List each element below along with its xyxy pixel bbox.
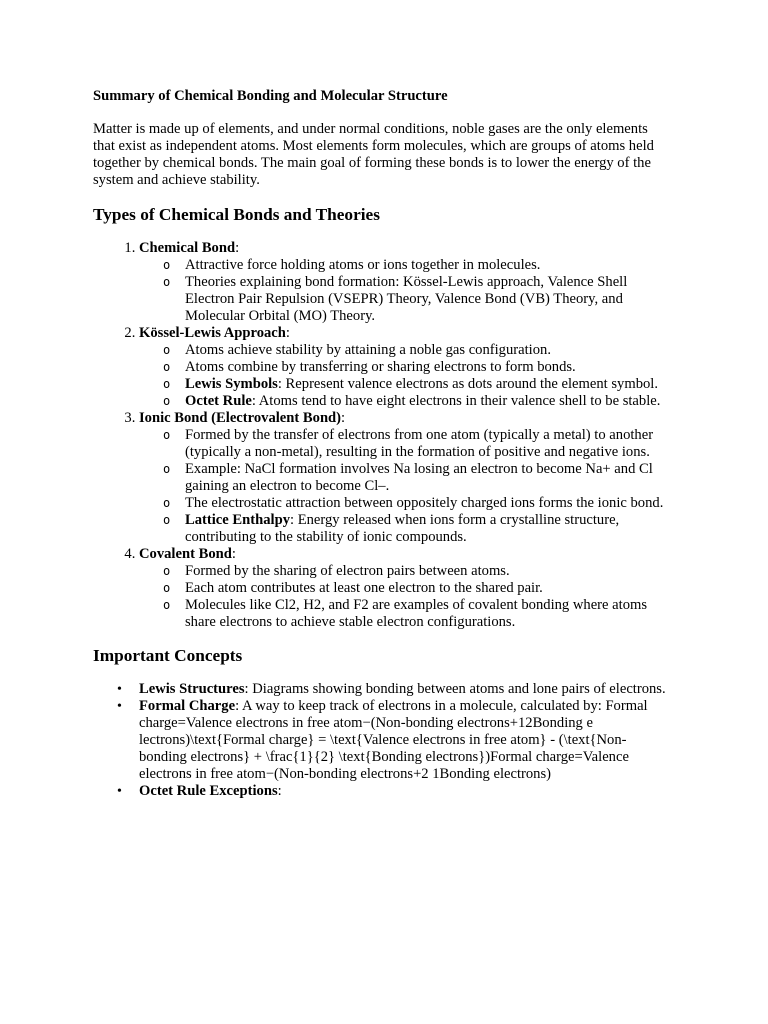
sub-list-item: o Formed by the sharing of electron pairs between atoms. — [163, 563, 510, 579]
sub-list-item: o Lewis Symbols: Represent valence electrons as dots around the element symbol. — [163, 376, 658, 392]
sub-list-item: o Formed by the transfer of electrons from one atom (typically a metal) to another (typically a non-metal), resulting in the formation of positive and negative ions. — [163, 427, 654, 460]
item-title: Ionic Bond (Electrovalent Bond) — [139, 410, 342, 426]
list-item: 2. Kössel-Lewis Approach: o Atoms achieve stability by attaining a noble gas configuration. o Atoms combine by transferring or sharing electrons to form bonds. o Lewis Symbols: Represent valence electrons as dots around the element symbol. o Octet Rule: Atoms tend to have eight electrons in their valence shell to be stable. — [139, 325, 673, 410]
circle-bullet-icon: o — [163, 275, 171, 289]
list-item: 3. Ionic Bond (Electrovalent Bond): o Formed by the transfer of electrons from one atom (typically a metal) to another (typically a non-metal), resulting in the formation of positive and negative ions. o Example: NaCl formation involves Na losing an electron to become Na+ and Cl gaining an electron to become Cl–. o The electrostatic attraction between oppositely charged ions forms the ionic bond. o Lattice Enthalpy: Energy released when ions form a crystalline structure, contributing to the stability of ionic compounds. — [139, 410, 673, 546]
bullet-icon: • — [117, 699, 122, 714]
circle-bullet-icon: o — [163, 581, 171, 595]
sub-list-item: o Theories explaining bond formation: Kössel-Lewis approach, Valence Shell Electron Pair Repulsion (VSEPR) Theory, Valence Bond (VB) Theory, and Molecular Orbital (MO) Theory. — [163, 274, 628, 324]
item-title: Chemical Bond — [139, 240, 236, 256]
sub-list-item: o Molecules like Cl2, H2, and F2 are examples of covalent bonding where atoms share electrons to achieve stable electron configurations. — [163, 597, 648, 630]
circle-bullet-icon: o — [163, 377, 171, 391]
document-page — [93, 88, 673, 800]
circle-bullet-icon: o — [163, 462, 171, 476]
circle-bullet-icon: o — [163, 394, 171, 408]
list-item: • Lewis Structures: Diagrams showing bonding between atoms and lone pairs of electrons. — [117, 681, 666, 697]
circle-bullet-icon: o — [163, 513, 171, 527]
circle-bullet-icon: o — [163, 496, 171, 510]
list-item: 4. Covalent Bond: o Formed by the sharing of electron pairs between atoms. o Each atom contributes at least one electron to the shared pair. o Molecules like Cl2, H2, and F2 are examples of covalent bonding where atoms share electrons to achieve stable electron configurations. — [139, 546, 673, 631]
sub-list — [139, 257, 673, 325]
item-title: Kössel-Lewis Approach — [139, 325, 286, 341]
bond-types-list — [93, 240, 673, 631]
sub-list — [139, 427, 673, 546]
sub-list — [139, 342, 673, 410]
list-item: • Octet Rule Exceptions: — [117, 783, 282, 799]
important-concepts-list — [93, 681, 673, 800]
section-heading-important-concepts: Important Concepts — [93, 646, 243, 665]
circle-bullet-icon: o — [163, 598, 171, 612]
circle-bullet-icon: o — [163, 258, 171, 272]
circle-bullet-icon: o — [163, 343, 171, 357]
sub-list-item: o Octet Rule: Atoms tend to have eight electrons in their valence shell to be stable. — [163, 393, 661, 409]
item-title: Covalent Bond — [139, 546, 232, 562]
sub-list-item: o Lattice Enthalpy: Energy released when ions form a crystalline structure, contributing to the stability of ionic compounds. — [163, 512, 620, 545]
sub-list-item: o The electrostatic attraction between oppositely charged ions forms the ionic bond. — [163, 495, 664, 511]
document-title: Summary of Chemical Bonding and Molecular Structure — [93, 88, 448, 104]
sub-list-item: o Example: NaCl formation involves Na losing an electron to become Na+ and Cl gaining an electron to become Cl–. — [163, 461, 653, 494]
circle-bullet-icon: o — [163, 564, 171, 578]
list-item: 1. Chemical Bond: o Attractive force holding atoms or ions together in molecules. o Theories explaining bond formation: Kössel-Lewis approach, Valence Shell Electron Pair Repulsion (VSEPR) Theory, Valence Bond (VB) Theory, and Molecular Orbital (MO) Theory. — [139, 240, 673, 325]
sub-list — [139, 563, 673, 631]
bullet-icon: • — [117, 784, 122, 799]
bullet-icon: • — [117, 682, 122, 697]
intro-paragraph: Matter is made up of elements, and under normal conditions, noble gases are the only elements that exist as independent atoms. Most elements form molecules, which are groups of atoms held together by chemical bonds. The main goal of forming these bonds is to lower the energy of the system and achieve stability. — [93, 121, 654, 188]
list-item: • Formal Charge: A way to keep track of electrons in a molecule, calculated by: Formal charge=Valence electrons in free atom−(Non-bonding electrons+12Bonding e lectrons)\text{Formal charge} = \text{Valence electrons in free atom} - (\text{Non-bonding electrons} + \frac{1}{2} \text{Bonding electrons})Formal charge=Valence electrons in free atom−(Non-bonding electrons+2 1Bonding electrons) — [117, 698, 648, 782]
section-heading-bond-types: Types of Chemical Bonds and Theories — [93, 205, 380, 224]
circle-bullet-icon: o — [163, 360, 171, 374]
sub-list-item: o Each atom contributes at least one electron to the shared pair. — [163, 580, 543, 596]
sub-list-item: o Atoms achieve stability by attaining a noble gas configuration. — [163, 342, 551, 358]
sub-list-item: o Attractive force holding atoms or ions together in molecules. — [163, 257, 541, 273]
circle-bullet-icon: o — [163, 428, 171, 442]
sub-list-item: o Atoms combine by transferring or sharing electrons to form bonds. — [163, 359, 576, 375]
